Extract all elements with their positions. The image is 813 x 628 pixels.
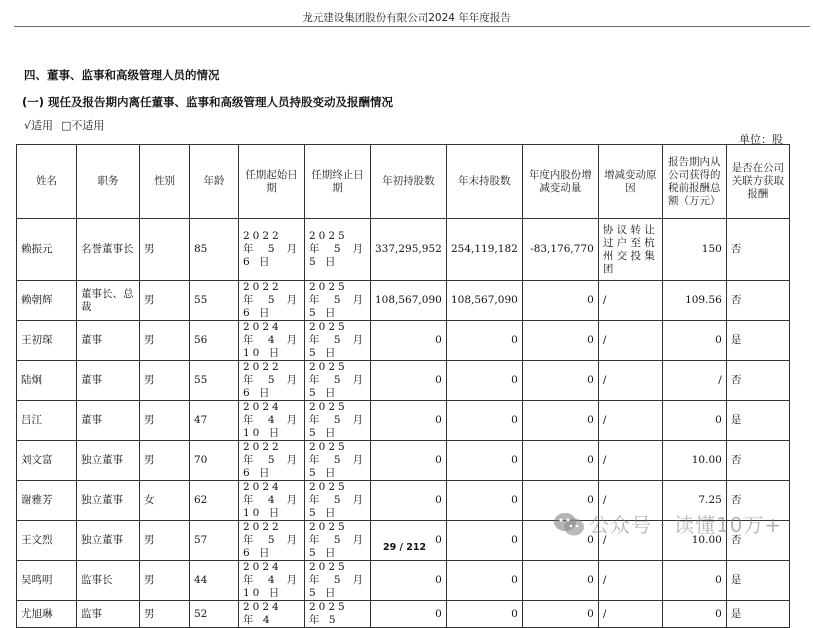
cell-shares-begin: 108,567,090 [371, 281, 447, 321]
cell-term-end: 2025 年 5 月 5 日 [305, 521, 371, 561]
cell-pretax-pay: 0 [662, 321, 726, 361]
cell-related-party-pay: 否 [726, 441, 789, 481]
cell-related-party-pay: 否 [726, 481, 789, 521]
cell-position: 独立董事 [77, 481, 140, 521]
cell-term-end: 2025 年 5 月 5 日 [305, 481, 371, 521]
not-applicable-label: 不适用 [71, 119, 105, 132]
cell-pretax-pay: 109.56 [662, 281, 726, 321]
cell-gender: 男 [140, 361, 190, 401]
cell-name: 赖振元 [17, 219, 77, 281]
cell-shares-begin: 337,295,952 [371, 219, 447, 281]
cell-position: 董事 [77, 321, 140, 361]
cell-pretax-pay: 10.00 [662, 521, 726, 561]
cell-age: 44 [190, 561, 239, 601]
cell-gender: 男 [140, 219, 190, 281]
cell-shares-end: 0 [446, 601, 522, 628]
cell-pretax-pay: / [662, 361, 726, 401]
cell-term-start: 2022 年 5 月 6 日 [239, 281, 305, 321]
table-row [17, 441, 790, 481]
cell-term-end: 2025 年 5 月 5 日 [305, 561, 371, 601]
cell-share-change: 0 [522, 281, 598, 321]
cell-position: 董事 [77, 361, 140, 401]
applicable-option [24, 117, 53, 133]
applicable-label: 适用 [31, 119, 54, 132]
column-header: 是否在公司关联方获取报酬 [726, 145, 789, 219]
cell-term-start: 2022 年 5 月 6 日 [239, 361, 305, 401]
page-number: 29 / 212 [383, 542, 427, 553]
cell-age: 62 [190, 481, 239, 521]
cell-position: 独立董事 [77, 521, 140, 561]
cell-age: 70 [190, 441, 239, 481]
cell-shares-end: 0 [446, 321, 522, 361]
cell-shares-begin: 0 [371, 321, 447, 361]
cell-term-start: 2024 年 4 月 10 日 [239, 321, 305, 361]
cell-change-reason: / [598, 481, 662, 521]
cell-age: 56 [190, 321, 239, 361]
cell-shares-begin: 0 [371, 401, 447, 441]
cell-position: 名誉董事长 [77, 219, 140, 281]
cell-change-reason: / [598, 601, 662, 628]
cell-position: 董事 [77, 401, 140, 441]
cell-change-reason: / [598, 561, 662, 601]
cell-term-start: 2024 年 4 [239, 601, 305, 628]
cell-position: 董事长、总裁 [77, 281, 140, 321]
cell-age: 85 [190, 219, 239, 281]
cell-change-reason: / [598, 441, 662, 481]
cell-age: 57 [190, 521, 239, 561]
cell-pretax-pay: 0 [662, 561, 726, 601]
column-header: 年龄 [190, 145, 239, 219]
watermark-text: 公众号 · 读懂10万+ [589, 513, 783, 537]
check-mark-icon: √ [24, 118, 32, 132]
cell-change-reason: / [598, 361, 662, 401]
cell-shares-end: 0 [446, 441, 522, 481]
table-row [17, 481, 790, 521]
cell-related-party-pay: 是 [726, 561, 789, 601]
cell-term-end: 2025 年 5 [305, 601, 371, 628]
cell-gender: 女 [140, 481, 190, 521]
table-row [17, 361, 790, 401]
cell-term-end: 2025 年 5 月 5 日 [305, 361, 371, 401]
applicability-options [24, 117, 104, 133]
cell-share-change: 0 [522, 521, 598, 561]
cell-pretax-pay: 150 [662, 219, 726, 281]
table-row [17, 281, 790, 321]
cell-share-change: -83,176,770 [522, 219, 598, 281]
cell-shares-begin: 0 [371, 561, 447, 601]
cell-related-party-pay: 否 [726, 281, 789, 321]
cell-shares-end: 0 [446, 481, 522, 521]
cell-term-start: 2024 年 4 月 10 日 [239, 401, 305, 441]
column-header: 任期终止日期 [305, 145, 371, 219]
cell-term-start: 2024 年 4 月 10 日 [239, 561, 305, 601]
cell-gender: 男 [140, 321, 190, 361]
table-header-row [17, 145, 790, 219]
not-applicable-option [61, 117, 104, 133]
cell-shares-begin: 0 [371, 441, 447, 481]
cell-pretax-pay: 0 [662, 601, 726, 628]
cell-name: 王文烈 [17, 521, 77, 561]
cell-gender: 男 [140, 281, 190, 321]
page-header: 龙元建设集团股份有限公司2024 年年度报告 [302, 12, 511, 24]
column-header: 报告期内从公司获得的税前报酬总额（万元） [662, 145, 726, 219]
cell-term-start: 2022 年 5 月 6 日 [239, 441, 305, 481]
cell-shares-begin: 0 [371, 521, 447, 561]
column-header: 性别 [140, 145, 190, 219]
cell-share-change: 0 [522, 561, 598, 601]
cell-change-reason: 协议转让过户至杭州交投集团 [598, 219, 662, 281]
cell-gender: 男 [140, 601, 190, 628]
cell-name: 陆炯 [17, 361, 77, 401]
cell-change-reason: / [598, 521, 662, 561]
cell-shares-end: 0 [446, 521, 522, 561]
cell-share-change: 0 [522, 401, 598, 441]
cell-share-change: 0 [522, 481, 598, 521]
table-row [17, 561, 790, 601]
cell-position: 监事长 [77, 561, 140, 601]
cell-pretax-pay: 0 [662, 401, 726, 441]
cell-change-reason: / [598, 281, 662, 321]
cell-name: 尤旭琳 [17, 601, 77, 628]
cell-shares-end: 0 [446, 401, 522, 441]
cell-age: 47 [190, 401, 239, 441]
cell-shares-end: 254,119,182 [446, 219, 522, 281]
cell-shares-end: 108,567,090 [446, 281, 522, 321]
column-header: 年度内股份增减变动量 [522, 145, 598, 219]
header-divider [14, 26, 810, 27]
cell-age: 55 [190, 361, 239, 401]
cell-shares-begin: 0 [371, 361, 447, 401]
cell-related-party-pay: 是 [726, 401, 789, 441]
cell-pretax-pay: 10.00 [662, 441, 726, 481]
cell-age: 52 [190, 601, 239, 628]
cell-gender: 男 [140, 521, 190, 561]
cell-related-party-pay: 否 [726, 219, 789, 281]
cell-change-reason: / [598, 401, 662, 441]
cell-term-start: 2022 年 5 月 6 日 [239, 521, 305, 561]
column-header: 姓名 [17, 145, 77, 219]
cell-share-change: 0 [522, 601, 598, 628]
cell-term-end: 2025 年 5 月 5 日 [305, 219, 371, 281]
cell-share-change: 0 [522, 441, 598, 481]
cell-name: 刘文富 [17, 441, 77, 481]
unit-label: 单位：股 [739, 133, 783, 146]
section-title: 四、董事、监事和高级管理人员的情况 [24, 68, 220, 82]
table-row [17, 521, 790, 561]
cell-term-end: 2025 年 5 月 5 日 [305, 321, 371, 361]
cell-share-change: 0 [522, 321, 598, 361]
cell-term-end: 2025 年 5 月 5 日 [305, 441, 371, 481]
cell-term-start: 2024 年 4 月 10 日 [239, 481, 305, 521]
column-header: 年末持股数 [446, 145, 522, 219]
cell-age: 55 [190, 281, 239, 321]
table-row [17, 321, 790, 361]
cell-term-end: 2025 年 5 月 5 日 [305, 281, 371, 321]
cell-related-party-pay: 否 [726, 521, 789, 561]
cell-related-party-pay: 否 [726, 361, 789, 401]
table-row [17, 401, 790, 441]
table-row [17, 219, 790, 281]
column-header: 任期起始日期 [239, 145, 305, 219]
cell-name: 吴鸣明 [17, 561, 77, 601]
cell-gender: 男 [140, 561, 190, 601]
cell-shares-begin: 0 [371, 481, 447, 521]
cell-shares-end: 0 [446, 361, 522, 401]
column-header: 年初持股数 [371, 145, 447, 219]
cell-name: 谢雅芳 [17, 481, 77, 521]
cell-pretax-pay: 7.25 [662, 481, 726, 521]
cell-share-change: 0 [522, 361, 598, 401]
cell-shares-begin: 0 [371, 601, 447, 628]
cell-related-party-pay: 是 [726, 321, 789, 361]
column-header: 职务 [77, 145, 140, 219]
cell-term-end: 2025 年 5 月 5 日 [305, 401, 371, 441]
cell-name: 赖朝辉 [17, 281, 77, 321]
cell-change-reason: / [598, 321, 662, 361]
cell-shares-end: 0 [446, 561, 522, 601]
cell-position: 监事 [77, 601, 140, 628]
cell-name: 吕江 [17, 401, 77, 441]
sub-title: (一) 现任及报告期内离任董事、监事和高级管理人员持股变动及报酬情况 [22, 95, 394, 109]
table-row [17, 601, 790, 628]
empty-checkbox-icon: □ [61, 118, 72, 132]
cell-gender: 男 [140, 401, 190, 441]
cell-related-party-pay: 是 [726, 601, 789, 628]
cell-position: 独立董事 [77, 441, 140, 481]
column-header: 增减变动原因 [598, 145, 662, 219]
cell-term-start: 2022 年 5 月 6 日 [239, 219, 305, 281]
shareholding-compensation-table [16, 144, 790, 628]
cell-gender: 男 [140, 441, 190, 481]
cell-name: 王初琛 [17, 321, 77, 361]
